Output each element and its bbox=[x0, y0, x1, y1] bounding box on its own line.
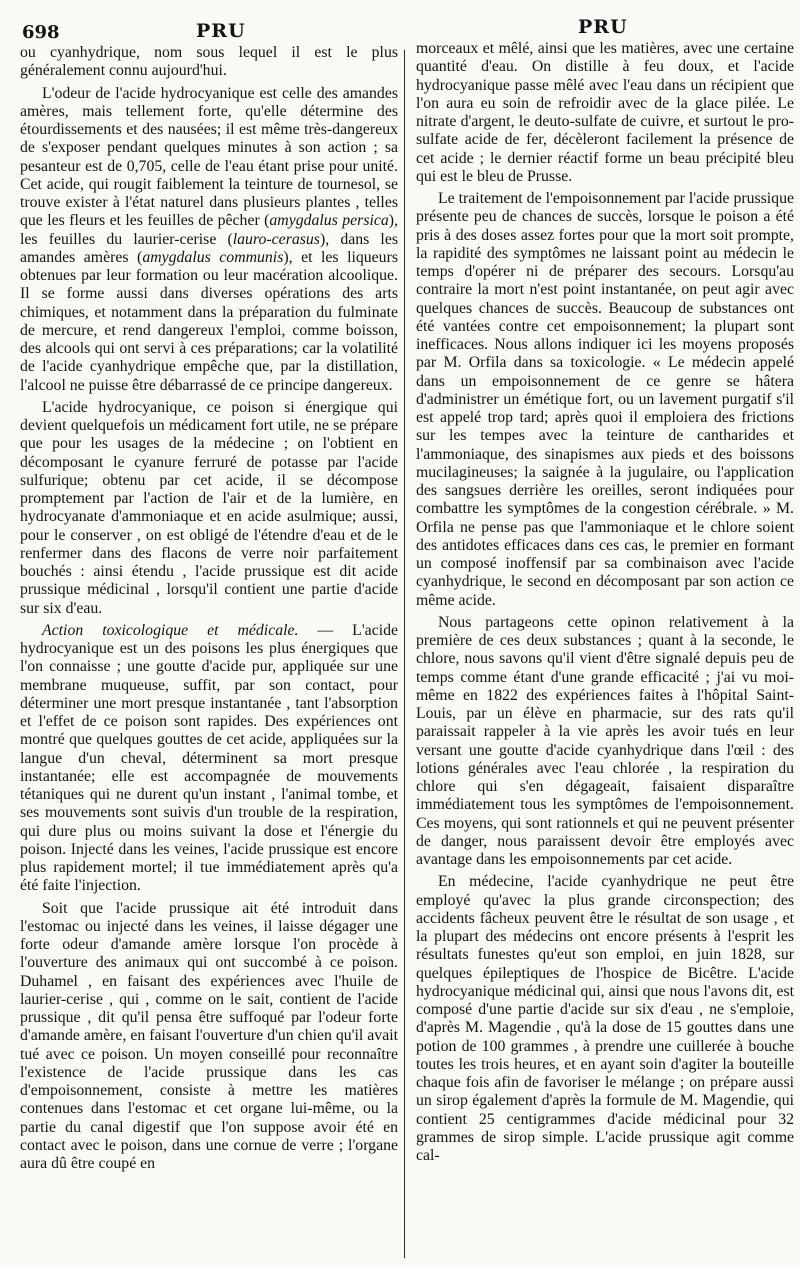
left-column bbox=[20, 44, 398, 1262]
paragraph: morceaux et mêlé, ainsi que les matières, avec une certaine quantité d'eau. On distille à feu doux, et l'acide hydrocyanique passe mêlé avec l'eau dans un récipient que l'on aura eu soin de refroidir avec de la glace pilée. Le nitrate d'argent, le deuto-sulfate de cuivre, et surtout le pro-sulfate acide de fer, décèleront facilement la présence de cet acide ; le dernier réactif forme un beau précipité bleu qui est le bleu de Prusse. bbox=[416, 40, 794, 185]
paragraph: Nous partageons cette opinon relativement à la première de ces deux substances ; quant à la seconde, le chlore, nous savons qu'il vient d'être signalé depuis peu de temps comme étant d'une grande efficacité ; j'ai vu moi-même en 1822 des expériences faites à l'hôpital Saint-Louis, par un élève en pharmacie, sur des rats qu'il paraissait rappeler à la vie après les avoir tués en leur versant une goutte d'acide cyanhydrique dans l'œil : des lotions générales avec l'eau chlorée , la respiration du chlore qui s'en dégageait, faisaient disparaître immédiatement tous les symptômes de l'empoisonnement. Ces moyens, qui sont rationnels et qui ne peuvent présenter de danger, nous paraissent devoir être employés avec avantage dans les empoisonnements par cet acide. bbox=[416, 613, 794, 868]
running-head-left: PRU bbox=[196, 20, 246, 42]
paragraph: L'odeur de l'acide hydrocyanique est celle des amandes amères, mais tellement forte, qu'elle détermine des étourdissements et des nausées; il est même très-dangereux de s'exposer pendant quelques minutes à son action ; sa pesanteur est de 0,705, celle de l'eau étant prise pour unité. Cet acide, qui rougit faiblement la teinture de tournesol, se trouve exister à l'état naturel dans plusieurs plantes , telles que les fleurs et les feuilles de pêcher (amygdalus persica), les feuilles du laurier-cerise (lauro-cerasus), dans les amandes amères (amygdalus communis), et les liqueurs obtenues par leur formation ou leur macération alcoolique. Il se forme aussi dans diverses opérations des arts chimiques, et notamment dans la préparation du fulminate de mercure, et rend dangereux l'emploi, comme boisson, des alcools qui ont servi à ces préparations; car la volatilité de l'acide cyanhydrique empêche que, par la distillation, l'alcool ne puisse être débarrassé de ce principe dangereux. bbox=[20, 84, 398, 394]
paragraph: En médecine, l'acide cyanhydrique ne peut être employé qu'avec la plus grande circonspection; des accidents fâcheux peuvent être le résultat de son usage , et la plupart des médecins ont encore présents à l'esprit les résultats funestes qu'eut son emploi, en juin 1828, sur quelques épileptiques de l'hospice de Bicêtre. L'acide hydrocyanique médicinal qui, ainsi que nous l'avons dit, est composé d'une partie d'acide sur six d'eau , ne s'emploie, d'après M. Magendie , qu'à la dose de 15 gouttes dans une potion de 100 grammes , à prendre une cuillerée à bouche toutes les trois heures, et en ayant soin d'agiter la bouteille chaque fois afin de favoriser le mélange ; on prépare aussi un sirop également d'après la formule de M. Magendie, qui contient 25 centigrammes d'acide médicinal pour 32 grammes de sirop simple. L'acide prussique agit comme cal- bbox=[416, 873, 794, 1164]
right-column bbox=[416, 40, 794, 1258]
section-heading: Action toxicologique et médicale. bbox=[42, 621, 299, 639]
page-header bbox=[0, 0, 800, 44]
running-head-right: PRU bbox=[578, 16, 628, 38]
paragraph: ou cyanhydrique, nom sous lequel il est le plus généralement connu aujourd'hui. bbox=[20, 44, 398, 80]
column-divider bbox=[404, 50, 405, 1258]
paragraph: Le traitement de l'empoisonnement par l'acide prussique présente peu de chances de succès, lorsque le poison a été pris à des doses assez fortes pour que la mort soit prompte, la rapidité des symptômes ne laissant point au médecin le temps d'opérer ni de préparer des secours. Lorsqu'au contraire la mort n'est point instantanée, on peut agir avec quelques chances de succès. Beaucoup de substances ont été vantées contre cet empoisonnement; la plupart sont inefficaces. Nous allons indiquer ici les moyens proposés par M. Orfila dans sa toxicologie. « Le médecin appelé dans un empoisonnement de ce genre se hâtera d'administrer un émétique fort, ou un lavement purgatif s'il est appelé trop tard; après quoi il emploiera des frictions sur les tempes avec la teinture de cantharides et l'ammoniaque, des sinapismes aux pieds et des boissons mucilagineuses; la saignée à la jugulaire, ou l'application des sangsues derrière les oreilles, seront indiquées pour combattre les symptômes de la congestion cérébrale. » M. Orfila ne pense pas que l'ammoniaque et le chlore soient des antidotes efficaces dans ces cas, le premier en formant un composé inoffensif par sa combinaison avec l'acide cyanhydrique, le second en décomposant par son action ce même acide. bbox=[416, 190, 794, 609]
page-number: 698 bbox=[22, 22, 60, 43]
paragraph: L'acide hydrocyanique, ce poison si énergique qui devient quelquefois un médicament fort utile, ne se prépare que pour les usages de la médecine ; on l'obtient en décomposant le cyanure ferruré de potasse par l'acide sulfurique; obtenu par cet acide, il se décompose promptement par l'action de l'air et de la lumière, en hydrocyanate d'ammoniaque et en acide asulmique; aussi, pour le conserver , on est obligé de l'étendre d'eau et de le renfermer dans des flacons de verre noir parfaitement bouchés : ainsi étendu , l'acide prussique est dit acide prussique médicinal , lorsqu'il contient une partie d'acide sur six d'eau. bbox=[20, 398, 398, 617]
paragraph: Action toxicologique et médicale. — L'acide hydrocyanique est un des poisons les plus énergiques que l'on connaisse ; une goutte d'acide pur, appliquée sur une membrane muqueuse, suffit, par son contact, pour déterminer une mort presque instantanée , tant l'absorption et l'effet de ce poison sont rapides. Des expériences ont montré que quelques gouttes de cet acide, appliquées sur la langue d'un cheval, déterminent sa mort presque instantanée; elle est accompagnée de mouvements tétaniques qui ne durent qu'un instant , l'animal tombe, et ses mouvements sont suivis d'un trouble de la respiration, qui dure plus ou moins suivant la dose et l'énergie du poison. Injecté dans les veines, l'acide prussique est encore plus rapidement mortel; il tue immédiatement après qu'a été faite l'injection. bbox=[20, 621, 398, 895]
paragraph: Soit que l'acide prussique ait été introduit dans l'estomac ou injecté dans les veines, il laisse dégager une forte odeur d'amande amère lorsque l'on procède à l'ouverture des animaux qui ont succombé à ce poison. Duhamel , en faisant des expériences avec l'huile de laurier-cerise , qui , comme on le sait, contient de l'acide prussique , dit qu'il pensa être suffoqué par l'odeur forte d'amande amère, en faisant l'ouverture d'un chien qu'il avait tué avec ce poison. Un moyen conseillé pour reconnaître l'existence de l'acide prussique dans les cas d'empoisonnement, consiste à mettre les matières contenues dans l'estomac et cet organe lui-même, ou la partie du canal digestif que l'on suppose avoir été en contact avec le poison, dans une cornue de verre ; l'organe aura dû être coupé en bbox=[20, 899, 398, 1172]
